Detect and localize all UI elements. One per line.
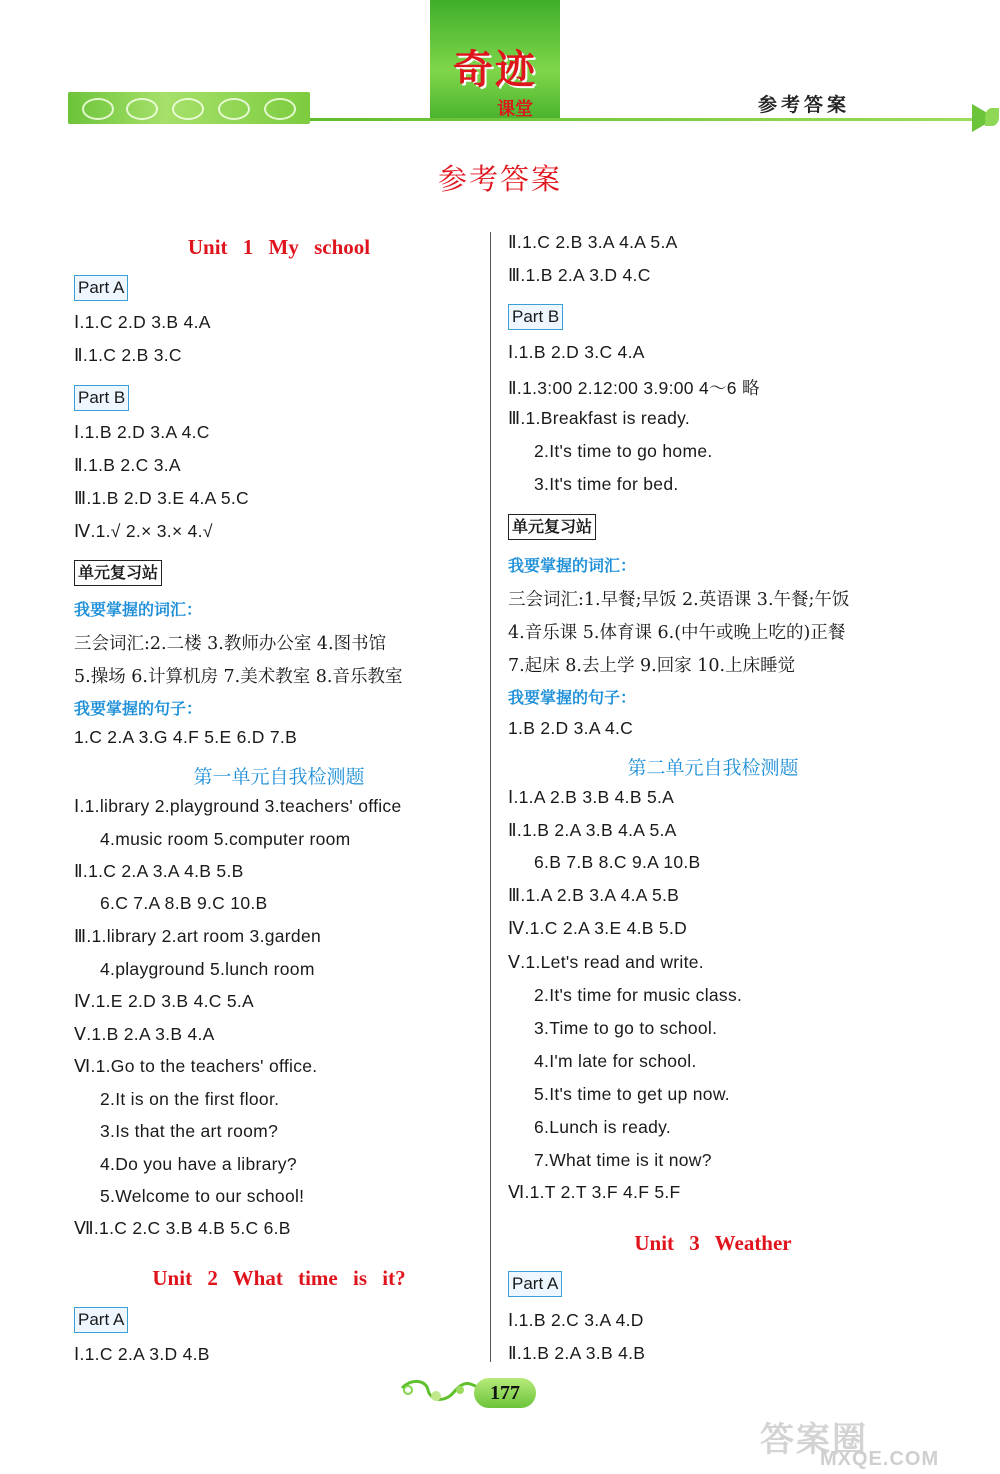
watermark-url: MXQE.COM	[820, 1448, 940, 1470]
answer-line: 4.I'm late for school.	[534, 1051, 697, 1071]
review-subheading: 我要掌握的句子：	[508, 688, 637, 707]
answer-line: 6.B 7.B 8.C 9.A 10.B	[534, 852, 701, 872]
part-label: Part A	[74, 275, 128, 301]
header-rule	[310, 118, 975, 121]
answer-line: 4.playground 5.lunch room	[100, 959, 315, 979]
answer-line: Ⅳ.1.√ 2.× 3.× 4.√	[74, 521, 213, 541]
answer-line: 5.It's time to get up now.	[534, 1084, 730, 1104]
answer-line: Ⅰ.1.B 2.C 3.A 4.D	[508, 1310, 644, 1330]
unit-heading: Unit 1 My school	[187, 235, 371, 259]
self-test-heading: 第一单元自我检测题	[193, 766, 365, 788]
vocab-line: 5.操场 6.计算机房 7.美术教室 8.音乐教室	[74, 667, 403, 687]
answer-line: Ⅵ.1.Go to the teachers' office.	[74, 1056, 318, 1076]
page-header	[0, 0, 1000, 140]
answer-line: Ⅶ.1.C 2.C 3.B 4.B 5.C 6.B	[74, 1218, 291, 1238]
unit-heading: Unit 2 What time is it?	[152, 1266, 406, 1290]
part-label: Part A	[74, 1307, 128, 1333]
answer-line: Ⅱ.1.C 2.B 3.A 4.A 5.A	[508, 232, 678, 252]
answer-line: Ⅲ.1.B 2.D 3.E 4.A 5.C	[74, 488, 249, 508]
answer-line: Ⅲ.1.A 2.B 3.A 4.A 5.B	[508, 885, 680, 905]
self-test-heading: 第二单元自我检测题	[627, 757, 799, 779]
answer-line: 3.It's time for bed.	[534, 474, 679, 494]
vocab-line: 三会词汇:1.早餐;早饭 2.英语课 3.午餐;午饭	[508, 590, 850, 610]
answer-line: 4.Do you have a library?	[100, 1154, 297, 1174]
answer-line: Ⅰ.1.B 2.D 3.A 4.C	[74, 422, 210, 442]
vocab-line: 7.起床 8.去上学 9.回家 10.上床睡觉	[508, 656, 796, 676]
answer-line: 1.C 2.A 3.G 4.F 5.E 6.D 7.B	[74, 727, 298, 747]
answer-line: Ⅰ.1.library 2.playground 3.teachers' office	[74, 796, 402, 816]
answer-line: 3.Time to go to school.	[534, 1018, 718, 1038]
header-section-label: 参考答案	[758, 94, 851, 116]
watermark-logo: 答案圈	[760, 1421, 868, 1459]
answer-line: Ⅴ.1.Let's read and write.	[508, 952, 704, 972]
answer-line: Ⅰ.1.C 2.D 3.B 4.A	[74, 312, 211, 332]
page-number: 177	[474, 1378, 536, 1408]
answer-line: Ⅲ.1.B 2.A 3.D 4.C	[508, 265, 651, 285]
vocab-line: 三会词汇:2.二楼 3.教师办公室 4.图书馆	[74, 634, 387, 654]
answer-line: Ⅲ.1.library 2.art room 3.garden	[74, 926, 322, 946]
answer-line: Ⅱ.1.B 2.A 3.B 4.A 5.A	[508, 820, 677, 840]
answer-line: 3.Is that the art room?	[100, 1121, 279, 1141]
review-subheading: 我要掌握的词汇：	[74, 600, 203, 619]
answer-line: Ⅱ.1.B 2.A 3.B 4.B	[508, 1343, 646, 1363]
answer-line: Ⅱ.1.B 2.C 3.A	[74, 455, 181, 475]
answer-line: 6.C 7.A 8.B 9.C 10.B	[100, 893, 268, 913]
answer-line: 7.What time is it now?	[534, 1150, 712, 1170]
page-title: 参考答案	[437, 164, 562, 196]
answer-line: Ⅴ.1.B 2.A 3.B 4.A	[74, 1024, 215, 1044]
review-subheading: 我要掌握的句子：	[74, 699, 203, 718]
answer-line: Ⅰ.1.C 2.A 3.D 4.B	[74, 1344, 210, 1364]
answer-line: Ⅳ.1.E 2.D 3.B 4.C 5.A	[74, 991, 255, 1011]
brand-logo	[430, 0, 560, 118]
header-decoration-band	[68, 92, 310, 124]
vocab-line: 4.音乐课 5.体育课 6.(中午或晚上吃的)正餐	[508, 623, 846, 643]
review-station-label: 单元复习站	[74, 560, 162, 586]
answer-line: 6.Lunch is ready.	[534, 1117, 672, 1137]
unit-heading: Unit 3 Weather	[634, 1231, 792, 1255]
answer-line: Ⅰ.1.A 2.B 3.B 4.B 5.A	[508, 787, 675, 807]
answer-line: Ⅲ.1.Breakfast is ready.	[508, 408, 691, 428]
leaf-tip-icon	[985, 108, 999, 126]
answer-line: 2.It's time for music class.	[534, 985, 743, 1005]
logo-main-text: 奇迹	[453, 46, 537, 93]
answer-line: Ⅳ.1.C 2.A 3.E 4.B 5.D	[508, 918, 688, 938]
answer-line: Ⅱ.1.3:00 2.12:00 3.9:00 4～6 略	[508, 378, 760, 398]
answer-line: 1.B 2.D 3.A 4.C	[508, 718, 634, 738]
part-label: Part B	[74, 385, 129, 411]
logo-sub-text: 课堂	[497, 99, 533, 119]
answer-line: Ⅵ.1.T 2.T 3.F 4.F 5.F	[508, 1182, 681, 1202]
answer-line: 2.It is on the first floor.	[100, 1089, 280, 1109]
part-label: Part A	[508, 1271, 562, 1297]
answer-line: Ⅱ.1.C 2.B 3.C	[74, 345, 182, 365]
answer-line: Ⅰ.1.B 2.D 3.C 4.A	[508, 342, 645, 362]
review-station-label: 单元复习站	[508, 514, 596, 540]
answer-line: 2.It's time to go home.	[534, 441, 713, 461]
part-label: Part B	[508, 304, 563, 330]
answer-line: 4.music room 5.computer room	[100, 829, 351, 849]
answer-line: Ⅱ.1.C 2.A 3.A 4.B 5.B	[74, 861, 244, 881]
answer-line: 5.Welcome to our school!	[100, 1186, 305, 1206]
column-divider	[490, 232, 491, 1362]
review-subheading: 我要掌握的词汇：	[508, 556, 637, 575]
